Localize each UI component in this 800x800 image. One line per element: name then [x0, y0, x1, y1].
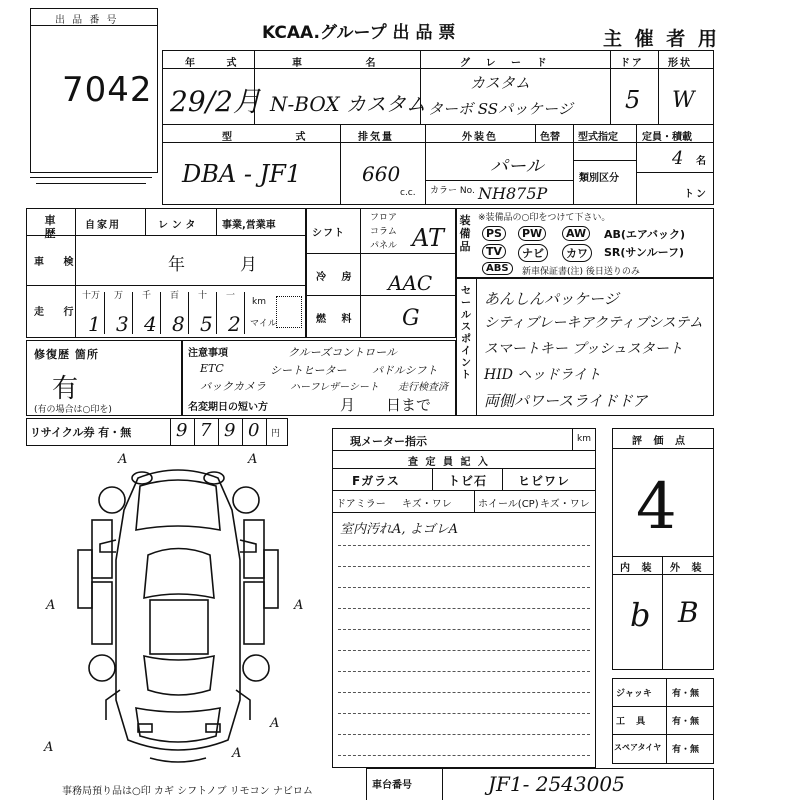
- car-name-value: N-BOX カスタム: [270, 92, 426, 116]
- inspector-entry-label: 査 定 員 記 入: [408, 457, 490, 468]
- chassis-label: 車台番号: [372, 780, 412, 791]
- new-car-warranty-note: 新車保証書(注) 後日送りのみ: [522, 267, 640, 277]
- ac-value: AAC: [388, 271, 433, 295]
- diagram-mark-left-side: A: [46, 598, 56, 613]
- class-label: 類別区分: [579, 173, 619, 184]
- recycle-digit-3: 0: [248, 420, 260, 441]
- jack-value: 有・無: [672, 689, 700, 699]
- fuel-label: 燃 料: [316, 314, 358, 325]
- lot-number-label: 出 品 番 号: [55, 15, 119, 26]
- displacement-label: 排気量: [358, 132, 394, 143]
- mileage-unit-3: 百: [170, 291, 180, 301]
- mileage-unit-0: 十万: [82, 291, 101, 301]
- damage-door-mirror: ドアミラー: [336, 499, 386, 510]
- doors-value: 5: [625, 86, 641, 114]
- equip-sunroof[interactable]: SR(サンルーフ): [604, 246, 685, 259]
- mileage-digit-5: 2: [228, 312, 241, 336]
- inspector-remark: 室内汚れA, よゴレA: [340, 522, 459, 537]
- equip-tv[interactable]: TV: [482, 244, 506, 259]
- damage-windshield: Fガラス: [352, 474, 400, 488]
- type-designation-label: 型式指定: [578, 132, 618, 143]
- damage-mirror-scratch: キズ・ワレ: [402, 499, 452, 510]
- doors-label: ドア: [620, 58, 644, 69]
- exterior-value: B: [678, 596, 699, 629]
- sales-point-5: 両側パワースライドドア: [484, 392, 648, 410]
- jack-label: ジャッキ: [616, 689, 652, 699]
- equip-airbag[interactable]: AB(エアバック): [604, 228, 686, 241]
- office-items-note: 事務局預り品は○印 カギ シフトノブ リモコン ナビロム: [62, 786, 313, 797]
- mileage-unit-2: 千: [142, 291, 152, 301]
- usage-private: 自家用: [85, 220, 121, 231]
- recycle-digit-1: 7: [200, 420, 212, 441]
- exterior-color-label: 外装色: [462, 132, 498, 143]
- reg-change-label: 名変期日の短い方: [188, 402, 268, 413]
- diagram-mark-rear-right: A: [232, 746, 242, 761]
- interior-label: 内 装: [620, 563, 656, 574]
- score-value: 4: [636, 470, 677, 544]
- lot-number-value: 7042: [62, 70, 153, 110]
- equipment-label: 装備品: [459, 214, 471, 253]
- year-value: 29/2月: [170, 85, 261, 118]
- sales-point-3: スマートキー プッシュスタート: [484, 341, 683, 357]
- mileage-unit-4: 十: [198, 291, 208, 301]
- equipment-note: ※装備品の○印をつけて下さい。: [478, 213, 611, 223]
- shift-panel: パネル: [370, 241, 398, 251]
- damage-crack: ヒビワレ: [518, 474, 571, 488]
- fuel-value: G: [402, 306, 420, 331]
- inspection-year: 年: [168, 255, 185, 275]
- diagram-mark-right-side: A: [294, 598, 304, 613]
- color-number-label: カラー No.: [430, 186, 475, 196]
- mileage-unit-5: 一: [226, 291, 236, 301]
- mileage-unit-1: 万: [114, 291, 124, 301]
- diagram-mark-front-right: A: [248, 452, 258, 467]
- year-label: 年 式: [185, 58, 251, 69]
- note-item-2: シートヒーター: [270, 364, 347, 377]
- meter-label: 現メーター指示: [350, 435, 427, 448]
- damage-wheel-scratch: キズ・ワレ: [540, 499, 590, 510]
- displacement-value: 660: [362, 162, 401, 186]
- equip-abs[interactable]: ABS: [482, 262, 513, 275]
- grade-line2: ターボ SSパッケージ: [428, 100, 573, 118]
- grade-line1: カスタム: [470, 74, 531, 92]
- note-item-6: 走行検査済: [398, 382, 448, 393]
- capacity-unit: 名: [696, 156, 708, 167]
- usage-business: 事業,営業車: [222, 220, 276, 231]
- shift-label: シフト: [312, 228, 345, 239]
- name-label: 車 名: [292, 58, 406, 69]
- shift-floor: フロア: [370, 213, 398, 223]
- note-item-1: ETC: [200, 362, 224, 375]
- model-label: 型 式: [222, 132, 336, 143]
- spare-tire-value: 有・無: [672, 745, 700, 755]
- score-box: [612, 428, 714, 670]
- mileage-check-box: [276, 296, 302, 328]
- score-label: 評 価 点: [632, 436, 689, 447]
- mileage-digit-0: 1: [88, 312, 101, 336]
- color-number-value: NH875P: [478, 184, 548, 203]
- recycle-digit-2: 9: [224, 420, 236, 441]
- interior-value: b: [630, 596, 651, 634]
- mileage-mile: マイル: [250, 319, 277, 329]
- meter-unit: km: [577, 434, 591, 444]
- inspection-month: 月: [240, 255, 257, 275]
- ton-unit: トン: [684, 189, 708, 200]
- capacity-value: 4: [672, 148, 684, 169]
- sales-point-label: セールスポイント: [461, 286, 471, 381]
- usage-label: 車 歴: [44, 214, 62, 240]
- mileage-km: km: [252, 297, 266, 307]
- note-item-4: バックカメラ: [200, 380, 266, 393]
- recycle-unit: 円: [271, 429, 281, 439]
- color-value: パール: [490, 156, 544, 177]
- mileage-digit-4: 5: [200, 312, 213, 336]
- shape-value: W: [672, 88, 695, 113]
- shape-label: 形状: [668, 58, 692, 69]
- equip-pw[interactable]: PW: [518, 226, 546, 241]
- recycle-digit-0: 9: [176, 420, 188, 441]
- sales-point-4: HID ヘッドライト: [484, 367, 601, 383]
- mileage-digit-1: 3: [116, 312, 129, 336]
- mileage-digit-3: 8: [172, 312, 185, 336]
- note-item-5: ハーフレザーシート: [290, 382, 379, 393]
- form-title: KCAA.グループ 出 品 票: [262, 23, 456, 43]
- recycle-label: リサイクル券 有・無: [30, 426, 132, 439]
- equip-ps[interactable]: PS: [482, 226, 506, 241]
- damage-wheel: ホイール(CP): [478, 499, 539, 510]
- mileage-digit-2: 4: [144, 312, 157, 336]
- shift-value: AT: [412, 224, 445, 252]
- grade-label: グ レ ー ド: [460, 58, 553, 69]
- note-item-0: クルーズコントロール: [288, 346, 397, 359]
- repair-value: 有: [52, 374, 79, 404]
- diagram-mark-rear-left: A: [44, 740, 54, 755]
- ac-label: 冷 房: [316, 272, 358, 283]
- note-item-3: パドルシフト: [372, 364, 438, 377]
- mileage-label: 走 行: [34, 307, 82, 318]
- shift-column: コラム: [370, 227, 397, 237]
- model-value: DBA - JF1: [182, 160, 302, 188]
- exterior-label: 外 装: [670, 563, 706, 574]
- diagram-mark-front-left: A: [118, 452, 128, 467]
- spare-tire-label: スペアタイヤ: [614, 743, 662, 752]
- damage-chip: トビ石: [448, 474, 488, 488]
- usage-rental: レンタ: [158, 220, 200, 231]
- color-change-label: 色替: [540, 132, 560, 143]
- equip-kawa[interactable]: カワ: [562, 244, 592, 262]
- sales-point-2: シティブレーキアクティブシステム: [484, 315, 703, 331]
- chassis-value: JF1- 2543005: [488, 772, 625, 796]
- equip-navi[interactable]: ナビ: [518, 244, 548, 262]
- repair-label: 修復歴 箇所: [34, 348, 99, 361]
- tools-value: 有・無: [672, 717, 700, 727]
- equip-aw[interactable]: AW: [562, 226, 590, 241]
- displacement-unit: c.c.: [400, 188, 416, 198]
- notes-label: 注意事項: [188, 348, 228, 359]
- reg-change-month: 月: [340, 396, 356, 414]
- repair-note: (有の場合は○印を): [34, 405, 112, 415]
- organizer-label: 主 催 者 用: [603, 28, 720, 50]
- inspection-label: 車 検: [34, 257, 82, 268]
- diagram-mark-rear-center: A: [270, 716, 280, 731]
- tools-label: 工 具: [616, 717, 650, 727]
- sales-point-1: あんしんパッケージ: [484, 290, 619, 308]
- reg-change-day: 日まで: [386, 396, 432, 414]
- capacity-label: 定員・積載: [642, 132, 692, 143]
